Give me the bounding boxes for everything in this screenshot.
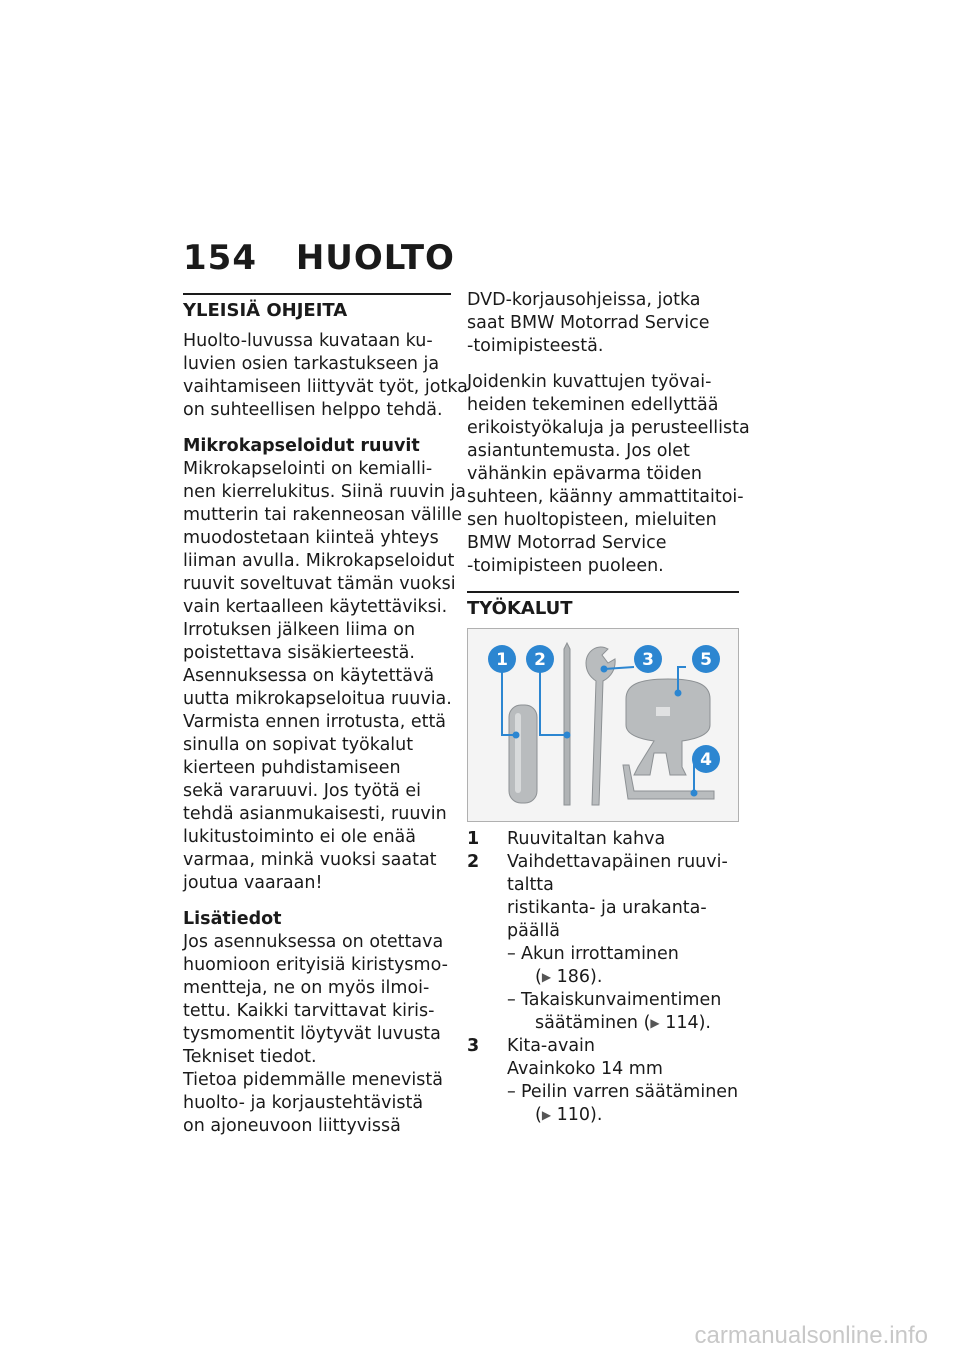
special-tools-paragraph	[467, 371, 750, 578]
text-line: DVD-korjausohjeissa, jotka	[467, 290, 701, 310]
cross-reference-line: Takaiskunvaimentimen	[521, 990, 722, 1010]
text-line: Irrotuksen jälkeen liima on	[183, 620, 416, 640]
text-line: BMW Motorrad Service	[467, 533, 667, 553]
additional-info-paragraph	[183, 931, 451, 1138]
text-line: huomioon erityisiä kiristysmo-	[183, 955, 448, 975]
dash-bullet: –	[507, 990, 516, 1010]
cross-reference-text	[521, 1081, 738, 1127]
toolkit-illustration	[468, 629, 738, 821]
tool-item-text: ristikanta- ja urakanta-	[507, 898, 707, 918]
chapter-title: HUOLTO	[295, 238, 455, 278]
svg-text:1: 1	[496, 650, 508, 670]
dash-bullet: –	[507, 1082, 516, 1102]
svg-text:2: 2	[534, 650, 546, 670]
text-line: sinulla on sopivat työkalut	[183, 735, 414, 755]
microcapsule-paragraph	[183, 458, 466, 895]
cross-reference-line: säätäminen (▶ 114).	[535, 1013, 711, 1033]
left-column	[183, 293, 468, 1151]
page-reference-arrow-icon: ▶	[650, 1016, 660, 1030]
text-line: uutta mikrokapseloitua ruuvia.	[183, 689, 452, 709]
text-line: luvien osien tarkastukseen ja	[183, 354, 440, 374]
page-reference-arrow-icon: ▶	[541, 970, 552, 984]
tool-item-text: Kita-avain	[507, 1036, 595, 1056]
text-line: Varmista ennen irrotusta, että	[183, 712, 447, 732]
text-line: Joidenkin kuvattujen työvai-	[467, 372, 712, 392]
tool-item-text: Ruuvitaltan kahva	[507, 829, 666, 849]
toolkit-figure	[467, 628, 739, 822]
text-line: varmaa, minkä vuoksi saatat	[183, 850, 437, 870]
subheading-microcapsule: Mikrokapseloidut ruuvit	[183, 436, 420, 456]
text-line: -toimipisteen puoleen.	[467, 556, 664, 576]
tool-item-number: 1	[467, 829, 480, 849]
tool-item-number: 3	[467, 1036, 480, 1056]
text-line: heiden tekeminen edellyttää	[467, 395, 719, 415]
callout-3	[634, 645, 662, 673]
cross-reference-line: (▶ 110).	[535, 1105, 603, 1125]
screwdriver-handle-shape	[509, 705, 537, 803]
text-line: mentteja, ne on myös ilmoi-	[183, 978, 430, 998]
text-line: Huolto-luvussa kuvataan ku-	[183, 331, 433, 351]
section-rule	[183, 293, 451, 295]
continuation-paragraph	[467, 289, 739, 358]
text-line: tehdä asianmukaisesti, ruuvin	[183, 804, 447, 824]
tool-item-description	[507, 1035, 739, 1127]
tool-item-text: Avainkoko 14 mm	[507, 1059, 663, 1079]
intro-paragraph	[183, 330, 468, 422]
screwdriver-shaft-shape	[564, 643, 570, 805]
cross-reference-item	[507, 943, 739, 989]
wrench-shape	[586, 647, 615, 805]
section-title-general: YLEISIÄ OHJEITA	[183, 300, 348, 321]
text-line: lukitustoiminto ei ole enää	[183, 827, 416, 847]
tool-list-item	[467, 1035, 739, 1127]
section-rule	[467, 591, 739, 593]
page-reference-arrow-icon: ▶	[541, 1108, 552, 1122]
text-line: mutterin tai rakenneosan välille	[183, 505, 462, 525]
tool-item-description	[507, 851, 739, 1035]
text-line: vähänkin epävarma töiden	[467, 464, 702, 484]
text-line: liiman avulla. Mikrokapseloidut	[183, 551, 455, 571]
svg-text:5: 5	[700, 650, 712, 670]
text-line: Mikrokapselointi on kemialli-	[183, 459, 433, 479]
text-line: sekä vararuuvi. Jos työtä ei	[183, 781, 421, 801]
section-title-tools: TYÖKALUT	[467, 598, 573, 619]
text-line: -toimipisteestä.	[467, 336, 604, 356]
watermark: carmanualsonline.info	[694, 1322, 928, 1349]
text-line: poistettava sisäkierteestä.	[183, 643, 415, 663]
text-line: ruuvit soveltuvat tämän vuoksi	[183, 574, 456, 594]
text-line: Tietoa pidemmälle menevistä	[183, 1070, 443, 1090]
cross-reference-item	[507, 989, 739, 1035]
text-line: muodostetaan kiinteä yhteys	[183, 528, 439, 548]
text-line: Asennuksessa on käytettävä	[183, 666, 435, 686]
svg-text:4: 4	[700, 750, 712, 770]
svg-text:3: 3	[642, 650, 654, 670]
text-line: Jos asennuksessa on otettava	[183, 932, 444, 952]
tool-list-item	[467, 851, 739, 1035]
callout-2	[526, 645, 554, 673]
text-line: asiantuntemusta. Jos olet	[467, 441, 690, 461]
text-line: Tekniset tiedot.	[183, 1047, 317, 1067]
callout-4	[692, 745, 720, 773]
right-column	[467, 289, 750, 1127]
text-line: on ajoneuvoon liittyvissä	[183, 1116, 401, 1136]
subheading-additional-info: Lisätiedot	[183, 909, 282, 929]
tool-item-text: taltta	[507, 875, 554, 895]
text-line: tettu. Kaikki tarvittavat kiris-	[183, 1001, 435, 1021]
text-line: nen kierrelukitus. Siinä ruuvin ja	[183, 482, 466, 502]
text-line: sen huoltopisteen, mieluiten	[467, 510, 717, 530]
text-line: erikoistyökaluja ja perusteellista	[467, 418, 750, 438]
text-line: kierteen puhdistamiseen	[183, 758, 401, 778]
cross-reference-text	[521, 989, 721, 1035]
text-line: vaihtamiseen liittyvät työt, jotka	[183, 377, 468, 397]
tool-list	[467, 828, 739, 1127]
text-line: suhteen, käänny ammattitaitoi-	[467, 487, 744, 507]
cross-reference-item	[507, 1081, 739, 1127]
tool-item-text: päällä	[507, 921, 561, 941]
text-line: on suhteellisen helppo tehdä.	[183, 400, 443, 420]
text-line: joutua vaaraan!	[183, 873, 323, 893]
text-line: tysmomentit löytyvät luvusta	[183, 1024, 441, 1044]
dash-bullet: –	[507, 944, 516, 964]
cross-reference-text	[521, 943, 679, 989]
tool-item-text: Vaihdettavapäinen ruuvi-	[507, 852, 728, 872]
tool-item-number: 2	[467, 852, 480, 872]
tool-list-item	[467, 828, 739, 851]
tool-item-description	[507, 828, 739, 851]
cross-reference-line: (▶ 186).	[535, 967, 603, 987]
callout-1	[488, 645, 516, 673]
cross-reference-line: Akun irrottaminen	[521, 944, 679, 964]
text-line: saat BMW Motorrad Service	[467, 313, 710, 333]
text-line: vain kertaalleen käytettäviksi.	[183, 597, 448, 617]
callout-5	[692, 645, 720, 673]
page-header	[183, 238, 455, 278]
cross-reference-line: Peilin varren säätäminen	[521, 1082, 739, 1102]
text-line: huolto- ja korjaustehtävistä	[183, 1093, 424, 1113]
page-number: 154	[183, 238, 257, 278]
